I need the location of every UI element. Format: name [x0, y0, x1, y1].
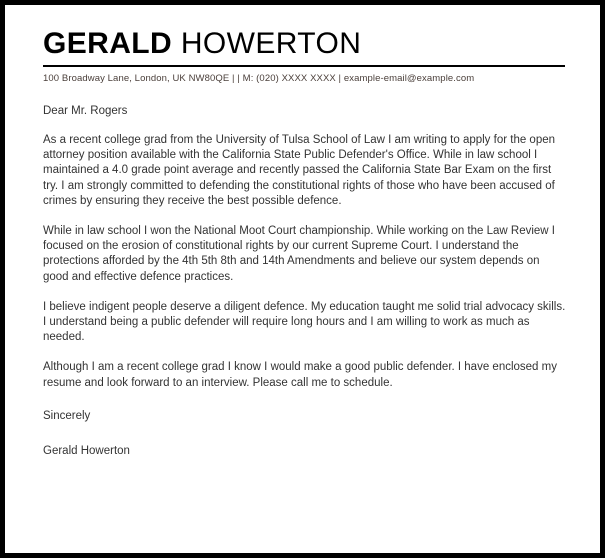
header-divider: [43, 65, 565, 67]
signature-name: Gerald Howerton: [43, 444, 130, 457]
applicant-last-name: HOWERTON: [180, 27, 362, 60]
cover-letter-content: [43, 27, 568, 459]
salutation: Dear Mr. Rogers: [43, 105, 128, 117]
body-paragraph-4: Although I am a recent college grad I know I would make a good public defender. I have enclosed my resume and look forward to an interview. Please call me to schedule.: [43, 361, 557, 389]
applicant-first-name: GERALD: [43, 27, 173, 60]
letter-body: [43, 104, 568, 459]
closing-salutation: Sincerely: [43, 409, 91, 422]
document-page: [5, 5, 600, 553]
page-title: [43, 27, 568, 61]
body-paragraph-3: I believe indigent people deserve a diligent defence. My education taught me solid trial advocacy skills. I understand being a public defender will require long hours and I am willing to work as much as needed.: [43, 300, 566, 344]
contact-info-line: 100 Broadway Lane, London, UK NW80QE | | M: (020) XXXX XXXX | example-email@example.com: [43, 73, 475, 84]
name-space: [172, 27, 181, 60]
body-paragraph-2: While in law school I won the National Moot Court championship. While working on the Law Review I focused on the erosion of constitutional rights by our current Supreme Court. I understand the protections afforded by the 4th 5th 8th and 14th Amendments and believe our system depends on good and effective defence practices.: [43, 225, 555, 283]
body-paragraph-1: As a recent college grad from the University of Tulsa School of Law I am writing to apply for the open attorney position available with the California State Public Defender's Office. While in law school I maintained a 4.0 grade point average and recently passed the California State Bar Exam on the first try. I am strongly committed to defending the constitutional rights of those who have been accused of crimes by ensuring they receive the best possible defence.: [43, 134, 556, 207]
